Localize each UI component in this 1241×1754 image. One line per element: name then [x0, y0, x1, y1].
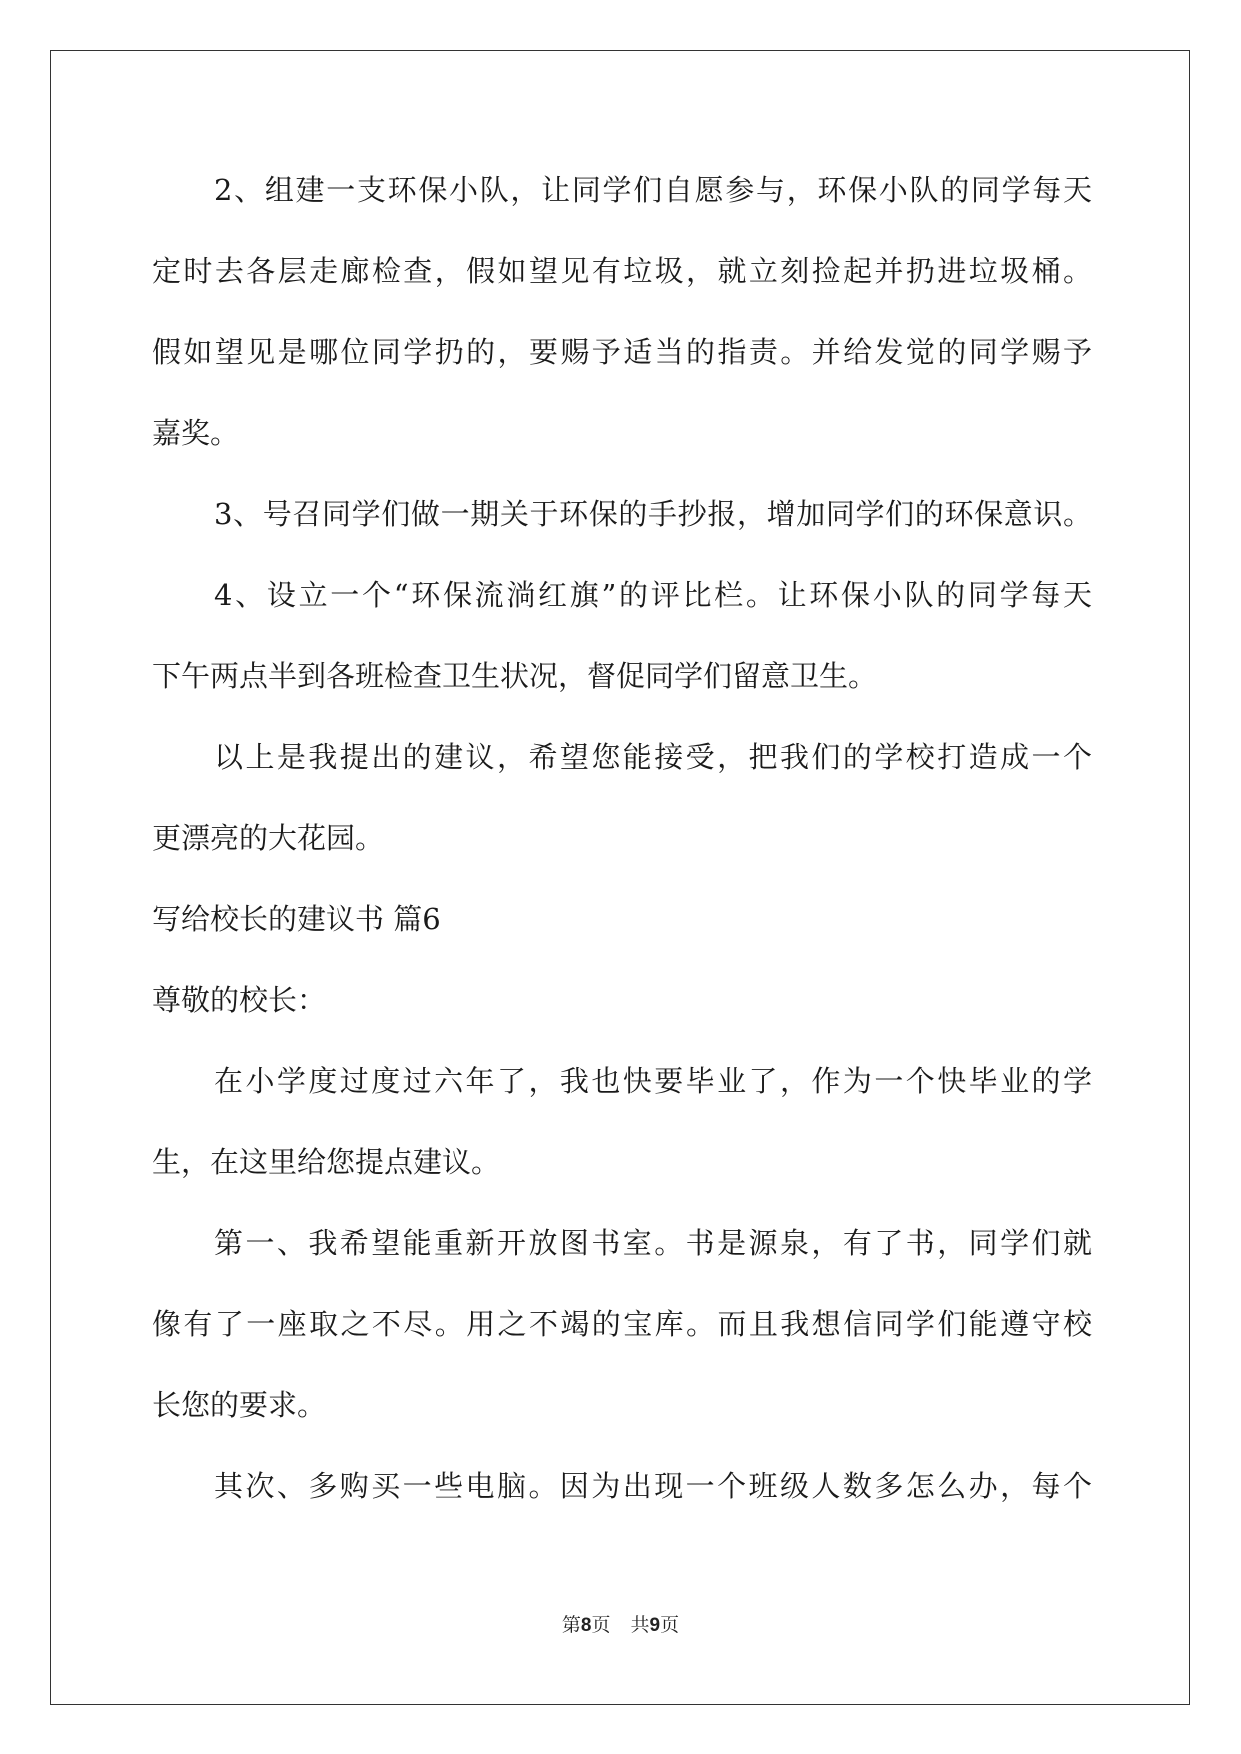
text-line: 定时去各层走廊检查，假如望见有垃圾，就立刻捡起并扔进垃圾桶。	[152, 254, 1092, 288]
text-line: 长您的要求。	[152, 1388, 327, 1422]
text-line: 2、组建一支环保小队，让同学们自愿参与，环保小队的同学每天	[214, 173, 1092, 207]
section-heading: 写给校长的建议书 篇6	[152, 902, 441, 936]
salutation: 尊敬的校长：	[152, 983, 327, 1017]
text-line: 4、设立一个“环保流淌红旗”的评比栏。让环保小队的同学每天	[214, 578, 1092, 612]
page-footer	[0, 1613, 1241, 1638]
text-line: 假如望见是哪位同学扔的，要赐予适当的指责。并给发觉的同学赐予	[152, 335, 1092, 369]
total-pages-number: 9	[649, 1615, 661, 1636]
current-page-number: 8	[580, 1615, 592, 1636]
total-suffix: 页	[660, 1614, 680, 1636]
page-suffix: 页	[591, 1614, 611, 1636]
text-line: 第一、我希望能重新开放图书室。书是源泉，有了书，同学们就	[214, 1226, 1092, 1260]
total-prefix: 共	[630, 1614, 650, 1636]
text-line: 以上是我提出的建议，希望您能接受，把我们的学校打造成一个	[214, 740, 1092, 774]
document-body	[152, 150, 1092, 1527]
text-line: 生，在这里给您提点建议。	[152, 1145, 501, 1179]
text-line: 更漂亮的大花园。	[152, 821, 385, 855]
page-prefix: 第	[561, 1614, 581, 1636]
text-line: 3、号召同学们做一期关于环保的手抄报，增加同学们的环保意识。	[214, 497, 1092, 531]
text-line: 像有了一座取之不尽。用之不竭的宝库。而且我想信同学们能遵守校	[152, 1307, 1092, 1341]
text-line: 其次、多购买一些电脑。因为出现一个班级人数多怎么办，每个	[214, 1469, 1092, 1503]
text-line: 下午两点半到各班检查卫生状况，督促同学们留意卫生。	[152, 659, 878, 693]
text-line: 嘉奖。	[152, 416, 240, 450]
text-line: 在小学度过度过六年了，我也快要毕业了，作为一个快毕业的学	[214, 1064, 1092, 1098]
